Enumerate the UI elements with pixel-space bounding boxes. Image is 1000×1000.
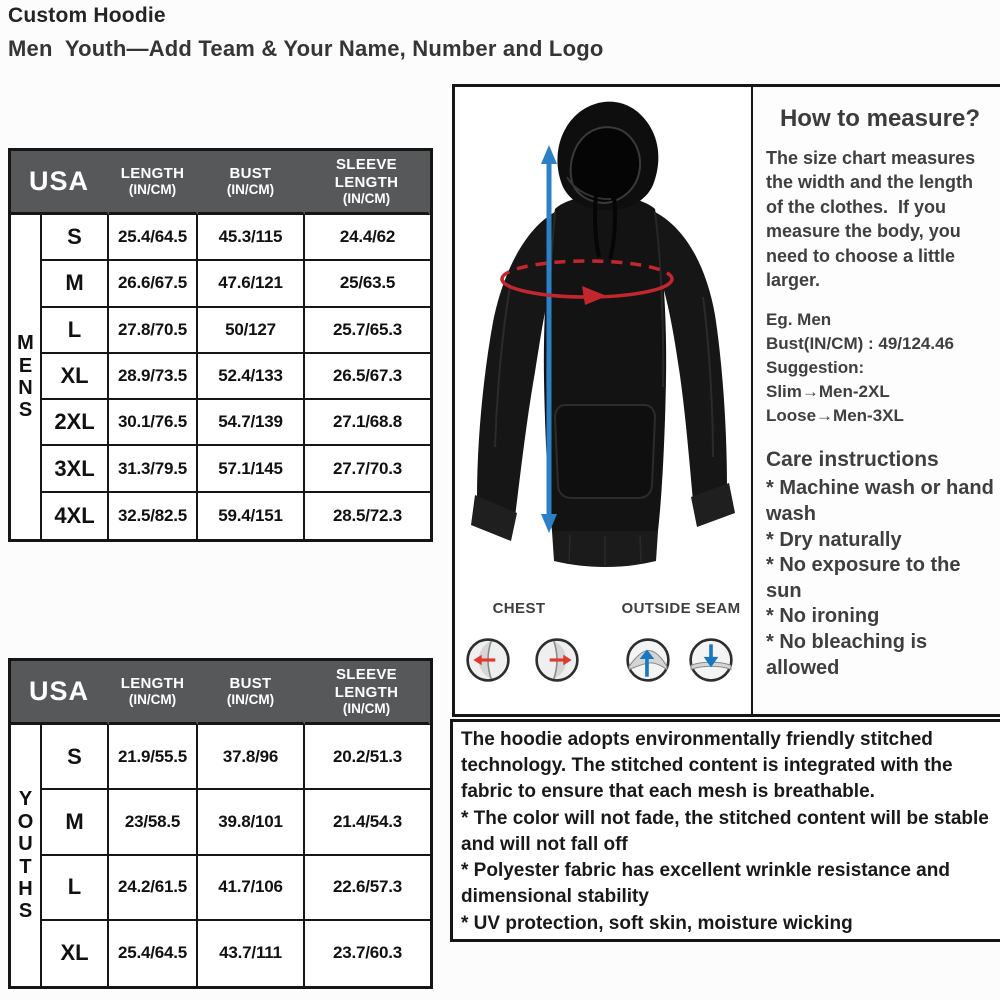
column-label: SLEEVE LENGTH — [334, 156, 399, 191]
care-instructions — [766, 448, 994, 681]
size-cell: L — [42, 308, 109, 354]
bust-cell: 59.4/151 — [198, 493, 305, 539]
bust-cell: 47.6/121 — [198, 261, 305, 307]
size-cell: M — [42, 790, 109, 855]
youths-vertical-label: YOUTHS — [17, 788, 34, 923]
mens-header-length — [109, 151, 198, 215]
sleeve-cell: 21.4/54.3 — [305, 790, 430, 855]
sleeve-cell: 25/63.5 — [305, 261, 430, 307]
sleeve-cell: 24.4/62 — [305, 215, 430, 261]
bust-cell: 37.8/96 — [198, 725, 305, 790]
size-cell: S — [42, 215, 109, 261]
youths-header-length — [109, 661, 198, 725]
size-cell: 2XL — [42, 400, 109, 446]
youths-size-table — [8, 658, 433, 989]
youths-header-usa: USA — [11, 661, 109, 725]
bust-cell: 57.1/145 — [198, 446, 305, 492]
outside-seam-up-icon — [625, 637, 671, 683]
bust-cell: 43.7/111 — [198, 921, 305, 986]
description-paragraph: * The color will not fade, the stitched content will be stable and will not fall off — [461, 807, 989, 855]
care-item: * No bleaching is allowed — [766, 631, 928, 679]
mens-header-sleeve — [305, 151, 430, 215]
length-cell: 28.9/73.5 — [109, 354, 198, 400]
size-cell: 3XL — [42, 446, 109, 492]
bust-cell: 52.4/133 — [198, 354, 305, 400]
example-line: Suggestion: — [766, 358, 865, 378]
column-label: BUST — [229, 165, 272, 183]
column-label: BUST — [229, 675, 272, 693]
chest-measure-right-icon — [534, 637, 580, 683]
column-label: SLEEVE LENGTH — [334, 666, 399, 701]
length-cell: 23/58.5 — [109, 790, 198, 855]
sleeve-cell: 27.1/68.8 — [305, 400, 430, 446]
bust-cell: 39.8/101 — [198, 790, 305, 855]
mens-vertical-label: MENS — [17, 332, 34, 422]
sleeve-cell: 22.6/57.3 — [305, 856, 430, 921]
column-unit: (IN/CM) — [342, 190, 391, 206]
chest-measure-left-icon — [465, 637, 511, 683]
sleeve-cell: 26.5/67.3 — [305, 354, 430, 400]
how-to-measure-title: How to measure? — [779, 105, 981, 132]
mens-size-table — [8, 148, 433, 542]
bust-cell: 41.7/106 — [198, 856, 305, 921]
column-unit: (IN/CM) — [128, 692, 177, 708]
hoodie-illustration — [455, 87, 753, 592]
how-to-measure-body: The size chart measures the width and the length of the clothes. If you measure the body, you need to choose a little larger. — [766, 148, 981, 291]
description-paragraph: * UV protection, soft skin, moisture wicking — [461, 912, 853, 934]
column-unit: (IN/CM) — [342, 700, 391, 716]
hoodie-diagram-pane — [455, 87, 753, 714]
care-item: * Dry naturally — [766, 528, 902, 551]
page-title: Custom Hoodie — [8, 4, 166, 27]
sleeve-cell: 25.7/65.3 — [305, 308, 430, 354]
column-unit: (IN/CM) — [226, 182, 275, 198]
sleeve-cell: 27.7/70.3 — [305, 446, 430, 492]
example-line: Eg. Men — [766, 309, 832, 329]
example-line: Slim→Men-2XL — [766, 382, 890, 402]
youths-group-cell — [11, 725, 42, 986]
product-description-box — [450, 719, 1000, 942]
mens-header-bust — [198, 151, 305, 215]
care-instructions-title: Care instructions — [766, 448, 939, 472]
length-cell: 25.4/64.5 — [109, 215, 198, 261]
size-cell: 4XL — [42, 493, 109, 539]
mens-header-usa: USA — [11, 151, 109, 215]
sleeve-cell: 20.2/51.3 — [305, 725, 430, 790]
length-cell: 26.6/67.5 — [109, 261, 198, 307]
size-cell: XL — [42, 354, 109, 400]
care-item: * No exposure to the sun — [766, 554, 961, 602]
page-subtitle: Men Youth—Add Team & Your Name, Number and Logo — [8, 36, 604, 61]
care-item: * No ironing — [766, 605, 880, 628]
size-cell: S — [42, 725, 109, 790]
sleeve-cell: 23.7/60.3 — [305, 921, 430, 986]
sizing-example — [766, 308, 994, 429]
sleeve-cell: 28.5/72.3 — [305, 493, 430, 539]
description-paragraph: The hoodie adopts environmentally friendly stitched technology. The stitched content is integrated with the fabric to ensure that each mesh is breathable. — [461, 729, 953, 803]
youths-header-bust — [198, 661, 305, 725]
column-unit: (IN/CM) — [128, 182, 177, 198]
bust-cell: 45.3/115 — [198, 215, 305, 261]
length-cell: 24.2/61.5 — [109, 856, 198, 921]
column-unit: (IN/CM) — [226, 692, 275, 708]
description-paragraph: * Polyester fabric has excellent wrinkle resistance and dimensional stability — [461, 860, 950, 908]
bust-cell: 50/127 — [198, 308, 305, 354]
size-cell: M — [42, 261, 109, 307]
size-cell: XL — [42, 921, 109, 986]
hoodie-pocket — [555, 405, 655, 498]
length-cell: 30.1/76.5 — [109, 400, 198, 446]
length-cell: 25.4/64.5 — [109, 921, 198, 986]
length-cell: 27.8/70.5 — [109, 308, 198, 354]
example-line: Bust(IN/CM) : 49/124.46 — [766, 333, 954, 353]
mens-group-cell — [11, 215, 42, 539]
outside-seam-down-icon — [688, 637, 734, 683]
length-cell: 21.9/55.5 — [109, 725, 198, 790]
care-item: * Machine wash or hand wash — [766, 477, 994, 526]
measure-box — [452, 84, 1000, 717]
youths-header-sleeve — [305, 661, 430, 725]
example-line: Loose→Men-3XL — [766, 406, 904, 426]
length-cell: 31.3/79.5 — [109, 446, 198, 492]
size-cell: L — [42, 856, 109, 921]
outside-seam-label: OUTSIDE SEAM — [621, 600, 741, 617]
column-label: LENGTH — [120, 165, 185, 183]
column-label: LENGTH — [120, 675, 185, 693]
bust-cell: 54.7/139 — [198, 400, 305, 446]
how-to-measure-pane — [753, 87, 1000, 714]
chest-label: CHEST — [492, 600, 546, 617]
length-cell: 32.5/82.5 — [109, 493, 198, 539]
